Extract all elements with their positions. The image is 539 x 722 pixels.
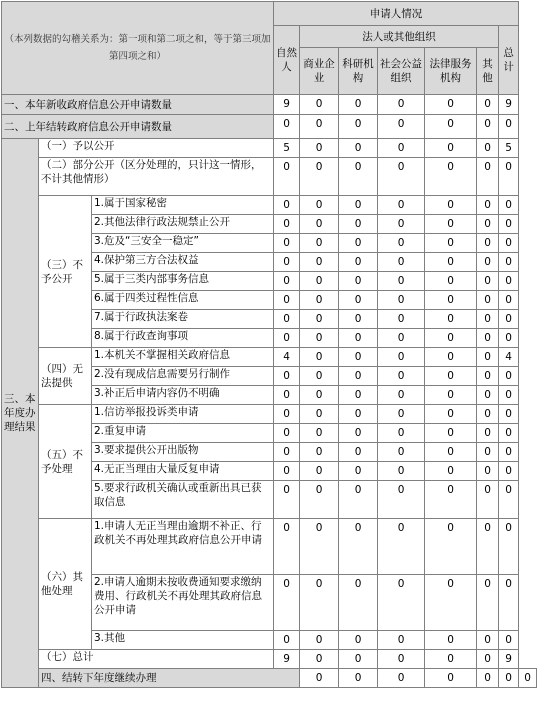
cell-value: 0 xyxy=(499,253,519,272)
cell-value: 5 xyxy=(499,139,519,158)
total-header: 总计 xyxy=(499,26,519,95)
item-label: 2.重复申请 xyxy=(92,424,274,443)
cell-value: 0 xyxy=(339,631,378,650)
cell-value: 0 xyxy=(274,631,300,650)
cell-value: 0 xyxy=(425,575,477,631)
cell-value: 0 xyxy=(477,158,499,196)
cell-value: 0 xyxy=(378,329,425,348)
cell-value: 0 xyxy=(274,405,300,424)
cell-value: 0 xyxy=(378,367,425,386)
cell-value: 0 xyxy=(425,95,477,115)
cell-value: 0 xyxy=(300,348,339,367)
cell-value: 0 xyxy=(300,669,339,688)
cell-value: 0 xyxy=(477,386,499,405)
cell-value: 0 xyxy=(274,234,300,253)
cell-value: 0 xyxy=(339,348,378,367)
cell-value: 0 xyxy=(274,196,300,215)
cell-value: 0 xyxy=(339,291,378,310)
cell-value: 0 xyxy=(274,272,300,291)
cell-value: 0 xyxy=(499,631,519,650)
cell-value: 0 xyxy=(378,348,425,367)
cell-value: 0 xyxy=(425,405,477,424)
item-label: 3.危及“三安全一稳定” xyxy=(92,234,274,253)
cell-value: 0 xyxy=(499,215,519,234)
cell-value: 0 xyxy=(339,310,378,329)
cell-value: 0 xyxy=(274,367,300,386)
cell-value: 0 xyxy=(499,575,519,631)
cell-value: 0 xyxy=(499,291,519,310)
cell-value: 0 xyxy=(477,575,499,631)
cell-value: 0 xyxy=(378,272,425,291)
cell-value: 0 xyxy=(425,272,477,291)
cell-value: 0 xyxy=(300,443,339,462)
cell-value: 0 xyxy=(378,386,425,405)
item-label: 5.要求行政机关确认或重新出具已获取信息 xyxy=(92,481,274,519)
row-label-new-requests: 一、本年新收政府信息公开申请数量 xyxy=(2,95,274,115)
cell-value: 0 xyxy=(477,650,499,669)
item-label: 1.信访举报投诉类申请 xyxy=(92,405,274,424)
cell-value: 0 xyxy=(378,631,425,650)
cell-value: 0 xyxy=(477,519,499,575)
cell-value: 0 xyxy=(300,519,339,575)
cell-value: 0 xyxy=(499,405,519,424)
cell-value: 9 xyxy=(274,650,300,669)
cell-value: 0 xyxy=(425,329,477,348)
cell-value: 0 xyxy=(339,139,378,158)
item-label: 4.保护第三方合法权益 xyxy=(92,253,274,272)
cell-value: 0 xyxy=(477,443,499,462)
group-label-disclosed: （一）予以公开 xyxy=(39,139,274,158)
cell-value: 0 xyxy=(477,669,499,688)
cell-value: 0 xyxy=(339,272,378,291)
cell-value: 9 xyxy=(499,95,519,115)
cell-value: 0 xyxy=(300,424,339,443)
item-label: 4.无正当理由大量反复申请 xyxy=(92,462,274,481)
cell-value: 0 xyxy=(477,115,499,139)
cell-value: 0 xyxy=(378,519,425,575)
applicant-situation-header: 申请人情况 xyxy=(274,2,519,26)
cell-value: 0 xyxy=(378,215,425,234)
item-label: 2.其他法律行政法规禁止公开 xyxy=(92,215,274,234)
group-label-other-handling: （六）其他处理 xyxy=(39,519,92,650)
cell-value: 0 xyxy=(378,310,425,329)
cell-value: 0 xyxy=(300,139,339,158)
cell-value: 0 xyxy=(339,650,378,669)
cell-value: 0 xyxy=(274,115,300,139)
cell-value: 0 xyxy=(477,310,499,329)
cell-value: 0 xyxy=(378,234,425,253)
cell-value: 0 xyxy=(300,234,339,253)
cell-value: 0 xyxy=(274,443,300,462)
cell-value: 0 xyxy=(477,367,499,386)
cell-value: 0 xyxy=(339,669,378,688)
cell-value: 0 xyxy=(339,481,378,519)
cell-value: 0 xyxy=(339,234,378,253)
cell-value: 0 xyxy=(425,519,477,575)
cell-value: 0 xyxy=(477,481,499,519)
cell-value: 0 xyxy=(378,253,425,272)
cell-value: 0 xyxy=(300,631,339,650)
cell-value: 0 xyxy=(339,405,378,424)
cell-value: 0 xyxy=(477,95,499,115)
cell-value: 0 xyxy=(339,519,378,575)
item-label: 1.属于国家秘密 xyxy=(92,196,274,215)
cell-value: 0 xyxy=(300,291,339,310)
cell-value: 0 xyxy=(339,95,378,115)
item-label: 2.没有现成信息需要另行制作 xyxy=(92,367,274,386)
cell-value: 0 xyxy=(300,115,339,139)
cell-value: 0 xyxy=(378,669,425,688)
cell-value: 0 xyxy=(378,575,425,631)
cell-value: 0 xyxy=(499,669,519,688)
cell-value: 0 xyxy=(499,519,519,575)
cell-value: 0 xyxy=(425,462,477,481)
row-label-carry-forward: 四、结转下年度继续办理 xyxy=(39,669,300,688)
cell-value: 0 xyxy=(300,310,339,329)
cell-value: 0 xyxy=(499,386,519,405)
item-label: 3.其他 xyxy=(92,631,274,650)
gov-info-disclosure-table xyxy=(1,1,537,688)
item-label: 7.属于行政执法案卷 xyxy=(92,310,274,329)
cell-value: 0 xyxy=(425,253,477,272)
item-label: 8.属于行政查询事项 xyxy=(92,329,274,348)
cell-value: 0 xyxy=(378,443,425,462)
row-label-annual-results: 三、本年度办理结果 xyxy=(2,139,39,688)
cell-value: 0 xyxy=(300,462,339,481)
cell-value: 0 xyxy=(425,631,477,650)
cell-value: 0 xyxy=(378,115,425,139)
cell-value: 4 xyxy=(499,348,519,367)
cell-value: 0 xyxy=(300,650,339,669)
cell-value: 0 xyxy=(378,405,425,424)
group-label-unable-to-provide: （四）无法提供 xyxy=(39,348,92,405)
cell-value: 0 xyxy=(425,481,477,519)
cell-value: 0 xyxy=(519,669,537,688)
cell-value: 0 xyxy=(300,95,339,115)
cell-value: 0 xyxy=(499,329,519,348)
col-header-other: 其他 xyxy=(477,48,499,95)
cell-value: 0 xyxy=(499,310,519,329)
col-header-public-welfare: 社会公益组织 xyxy=(378,48,425,95)
cell-value: 0 xyxy=(378,158,425,196)
cell-value: 0 xyxy=(300,253,339,272)
cell-value: 0 xyxy=(425,158,477,196)
cell-value: 0 xyxy=(477,462,499,481)
cell-value: 0 xyxy=(274,291,300,310)
item-label: 2.申请人逾期未按收费通知要求缴纳费用、行政机关不再处理其政府信息公开申请 xyxy=(92,575,274,631)
cell-value: 0 xyxy=(274,253,300,272)
cell-value: 0 xyxy=(425,115,477,139)
item-label: 6.属于四类过程性信息 xyxy=(92,291,274,310)
cell-value: 0 xyxy=(339,253,378,272)
cell-value: 0 xyxy=(339,443,378,462)
cell-value: 0 xyxy=(300,386,339,405)
cell-value: 0 xyxy=(499,115,519,139)
cell-value: 0 xyxy=(339,115,378,139)
item-label: 5.属于三类内部事务信息 xyxy=(92,272,274,291)
cell-value: 0 xyxy=(300,481,339,519)
cell-value: 0 xyxy=(425,310,477,329)
cell-value: 0 xyxy=(274,481,300,519)
cell-value: 0 xyxy=(300,158,339,196)
natural-person-header: 自然人 xyxy=(274,26,300,95)
cell-value: 0 xyxy=(477,405,499,424)
cell-value: 0 xyxy=(425,139,477,158)
cell-value: 0 xyxy=(425,234,477,253)
cell-value: 0 xyxy=(425,424,477,443)
cell-value: 0 xyxy=(378,481,425,519)
cell-value: 0 xyxy=(477,329,499,348)
cell-value: 4 xyxy=(274,348,300,367)
cell-value: 0 xyxy=(274,215,300,234)
cell-value: 0 xyxy=(499,462,519,481)
cell-value: 0 xyxy=(378,291,425,310)
cell-value: 0 xyxy=(378,424,425,443)
cell-value: 0 xyxy=(425,443,477,462)
cell-value: 5 xyxy=(274,139,300,158)
cell-value: 0 xyxy=(339,575,378,631)
cell-value: 0 xyxy=(300,405,339,424)
group-label-grand-total: （七）总计 xyxy=(39,650,274,669)
cell-value: 0 xyxy=(274,575,300,631)
group-label-partially-disclosed: （二）部分公开（区分处理的，只计这一情形，不计其他情形） xyxy=(39,158,274,196)
group-label-not-processed: （五）不予处理 xyxy=(39,405,92,519)
cell-value: 0 xyxy=(477,424,499,443)
cell-value: 9 xyxy=(274,95,300,115)
cell-value: 0 xyxy=(477,631,499,650)
cell-value: 0 xyxy=(499,196,519,215)
cell-value: 0 xyxy=(378,139,425,158)
cell-value: 0 xyxy=(425,367,477,386)
cell-value: 0 xyxy=(499,367,519,386)
cell-value: 9 xyxy=(499,650,519,669)
row-label-carried-over: 二、上年结转政府信息公开申请数量 xyxy=(2,115,274,139)
cell-value: 0 xyxy=(499,443,519,462)
cell-value: 0 xyxy=(378,196,425,215)
cell-value: 0 xyxy=(274,158,300,196)
item-label: 1.本机关不掌握相关政府信息 xyxy=(92,348,274,367)
cell-value: 0 xyxy=(425,348,477,367)
cell-value: 0 xyxy=(339,329,378,348)
group-label-not-disclosed: （三）不予公开 xyxy=(39,196,92,348)
cell-value: 0 xyxy=(425,291,477,310)
cell-value: 0 xyxy=(339,462,378,481)
col-header-research: 科研机构 xyxy=(339,48,378,95)
cell-value: 0 xyxy=(339,386,378,405)
cell-value: 0 xyxy=(300,272,339,291)
cell-value: 0 xyxy=(339,196,378,215)
cell-value: 0 xyxy=(274,424,300,443)
cell-value: 0 xyxy=(499,234,519,253)
cell-value: 0 xyxy=(477,215,499,234)
cell-value: 0 xyxy=(477,253,499,272)
cell-value: 0 xyxy=(499,272,519,291)
cell-value: 0 xyxy=(339,424,378,443)
col-header-business: 商业企业 xyxy=(300,48,339,95)
cell-value: 0 xyxy=(274,519,300,575)
cell-value: 0 xyxy=(300,367,339,386)
item-label: 3.补正后申请内容仍不明确 xyxy=(92,386,274,405)
cell-value: 0 xyxy=(339,215,378,234)
cell-value: 0 xyxy=(477,196,499,215)
cell-value: 0 xyxy=(425,669,477,688)
cell-value: 0 xyxy=(477,139,499,158)
cell-value: 0 xyxy=(499,158,519,196)
cell-value: 0 xyxy=(477,291,499,310)
cell-value: 0 xyxy=(425,650,477,669)
cell-value: 0 xyxy=(300,575,339,631)
cell-value: 0 xyxy=(477,272,499,291)
col-header-legal-service: 法律服务机构 xyxy=(425,48,477,95)
cell-value: 0 xyxy=(378,650,425,669)
cell-value: 0 xyxy=(378,462,425,481)
cell-value: 0 xyxy=(499,481,519,519)
cell-value: 0 xyxy=(300,196,339,215)
cell-value: 0 xyxy=(274,386,300,405)
legal-and-other-header: 法人或其他组织 xyxy=(300,26,499,48)
cell-value: 0 xyxy=(378,95,425,115)
cell-value: 0 xyxy=(339,158,378,196)
cell-value: 0 xyxy=(499,424,519,443)
item-label: 1.申请人无正当理由逾期不补正、行政机关不再处理其政府信息公开申请 xyxy=(92,519,274,575)
cell-value: 0 xyxy=(477,234,499,253)
cell-value: 0 xyxy=(477,348,499,367)
cell-value: 0 xyxy=(300,215,339,234)
note-cell: （本列数据的勾稽关系为：第一项和第二项之和，等于第三项加第四项之和） xyxy=(2,2,274,95)
cell-value: 0 xyxy=(274,310,300,329)
cell-value: 0 xyxy=(274,329,300,348)
cell-value: 0 xyxy=(425,196,477,215)
cell-value: 0 xyxy=(425,386,477,405)
cell-value: 0 xyxy=(274,462,300,481)
item-label: 3.要求提供公开出版物 xyxy=(92,443,274,462)
cell-value: 0 xyxy=(425,215,477,234)
cell-value: 0 xyxy=(300,329,339,348)
cell-value: 0 xyxy=(339,367,378,386)
